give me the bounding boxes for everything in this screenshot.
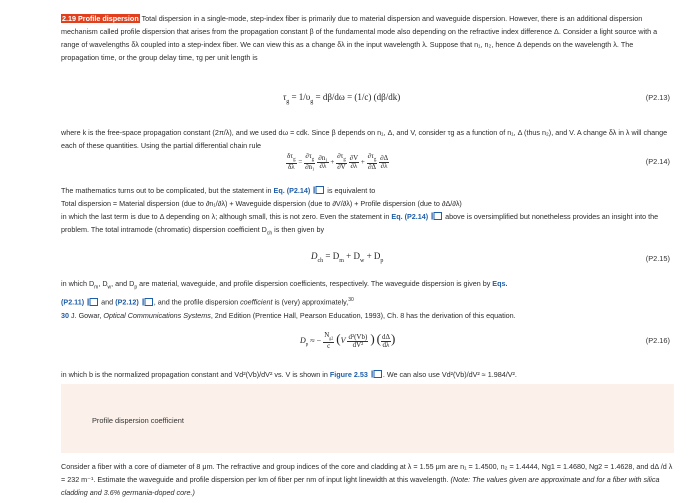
popup-reference-icon[interactable] (87, 298, 98, 306)
intro-text: Total dispersion in a single-mode, step-index fiber is primarily due to material dispersion and waveguide dispersion. However, there is an additional dispersion mechanism called profile dispersion that arises from the propagation constant β of the fundamental mode also depending on the refractive index difference Δ. Consider a light source with a range of wavelengths δλ coupled into a step-index fiber. We can view this as a change δλ in the input wavelength λ. Suppose that n₁, n₂, hence Δ depends on the wavelength λ. The propagation time, or the group delay time, τg per unit length is (61, 14, 658, 62)
footnote: 30 J. Gowar, Optical Communications Systems, 2nd Edition (Prentice Hall, Pearson Education, 1993), Ch. 8 has the derivation of this equation. (61, 310, 516, 320)
equation-number-p2-15: (P2.15) (645, 254, 670, 263)
eqs-link[interactable]: Eqs. (492, 279, 508, 288)
section-title: Profile dispersion (78, 14, 139, 23)
problem-label: Profile dispersion coefficient (92, 416, 184, 425)
problem-label-box (61, 384, 674, 453)
coefficients-paragraph: in which $D_m$, $D_w$, and $D_p$ are material, waveguide, and profile dispersion coefficients, respectively. The waveguide dispersion is given by Eqs. (P2.11) and (P2.12) , and the profile dispersion coefficient is (very) approximately,$^{30}$ 30 J. Gowar, Optical Communications Systems, 2nd Edition (Prentice Hall, Pearson Education, 1993), Ch. 8 has the derivation of this equation. (61, 279, 516, 320)
popup-reference-icon[interactable] (371, 370, 382, 378)
equation-p2-15: $D_{ch} = D_m + D_w + D_p$ (311, 251, 384, 264)
equation-number-p2-14: (P2.14) (645, 157, 670, 166)
section-number: 2.19 (62, 14, 76, 23)
equation-number-p2-13: (P2.13) (645, 93, 670, 102)
eq-p2-12-link[interactable]: (P2.12) (115, 297, 139, 307)
section-heading (61, 14, 140, 23)
normalized-constant-paragraph: in which b is the normalized propagation constant and Vd²(Vb)/dV² vs. V is shown in Figure 2.53 . We can also use Vd²(Vb)/dV² ≈ 1.984/V². (61, 370, 517, 379)
math-explanation-paragraph: The mathematics turns out to be complicated, but the statement in Eq. (P2.14) is equivalent to Total dispersion = Material dispersion (due to ∂n₁/∂λ) + Waveguide dispersion (due to ∂V/∂λ) + Profile dispersion (due to ∂Δ/∂λ) in which the last term is due to Δ depending on λ; although small, this is not zero. Even the statement in Eq. (P2.14) above is oversimplified but nonetheless provides an insight into the problem. The total intramode (chromatic) dispersion coefficient $D_{ch}$ is then given by (61, 186, 659, 237)
equation-number-p2-16: (P2.16) (645, 336, 670, 345)
intro-paragraph (61, 12, 673, 64)
popup-reference-icon[interactable] (431, 212, 442, 220)
equation-p2-16: $D_p$ ≈ − $\frac{N_{g2}}{c}$ (V $\frac{\text{d²(Vb)}}{\text{dV²}}$ ) ( $\frac{d\Delta}{d\lambda}$ ) (300, 331, 396, 350)
eq-p2-14-link-2[interactable]: Eq. (P2.14) (391, 212, 429, 221)
eq-p2-14-link[interactable]: Eq. (P2.14) (273, 186, 311, 195)
eq-p2-11-link[interactable]: (P2.11) (61, 297, 85, 307)
problem-statement-paragraph: Consider a fiber with a core of diameter of 8 μm. The refractive and group indices of the core and cladding at λ = 1.55 μm are n₁ = 1.4500, n₂ = 1.4444, Ng1 = 1.4680, Ng2 = 1.4628, and dΔ /d λ = 232 m⁻¹. Estimate the waveguide and profile dispersion per km of fiber per nm of input light linewidth at this wavelength. (Note: The values given are approximate and for a fiber with silica cladding and 3.6% germania-doped core.) (61, 462, 673, 497)
equation-p2-14: $\frac{\delta\tau_g}{\delta\lambda}$ = $\frac{\partial\tau_g}{\text{∂n₁}}$ $\frac{\text{∂n₁}}{\partial\lambda}$ + $\frac{\partial\tau_g}{\partial V}$ $\frac{\partial V}{\partial\lambda}$ + $\frac{\partial\tau_g}{\partial\Delta}$ $\frac{\partial\Delta}{\partial\lambda}$ (287, 152, 389, 172)
popup-reference-icon[interactable] (313, 186, 324, 194)
chain-rule-paragraph: where k is the free-space propagation constant (2π/λ), and we used dω = cdk. Since β depends on n₁, Δ, and V, consider τg as a function of n₁, Δ (thus n₂), and V. A change δλ in λ will change each of these quantities. Using the partial differential chain rule (61, 128, 668, 150)
equation-p2-13: $\tau_g = 1/\upsilon_g = d\beta/d\omega = (1/c)$ (dβ/dk) (283, 92, 401, 105)
popup-reference-icon[interactable] (142, 298, 153, 306)
figure-2-53-link[interactable]: Figure 2.53 (329, 370, 368, 379)
